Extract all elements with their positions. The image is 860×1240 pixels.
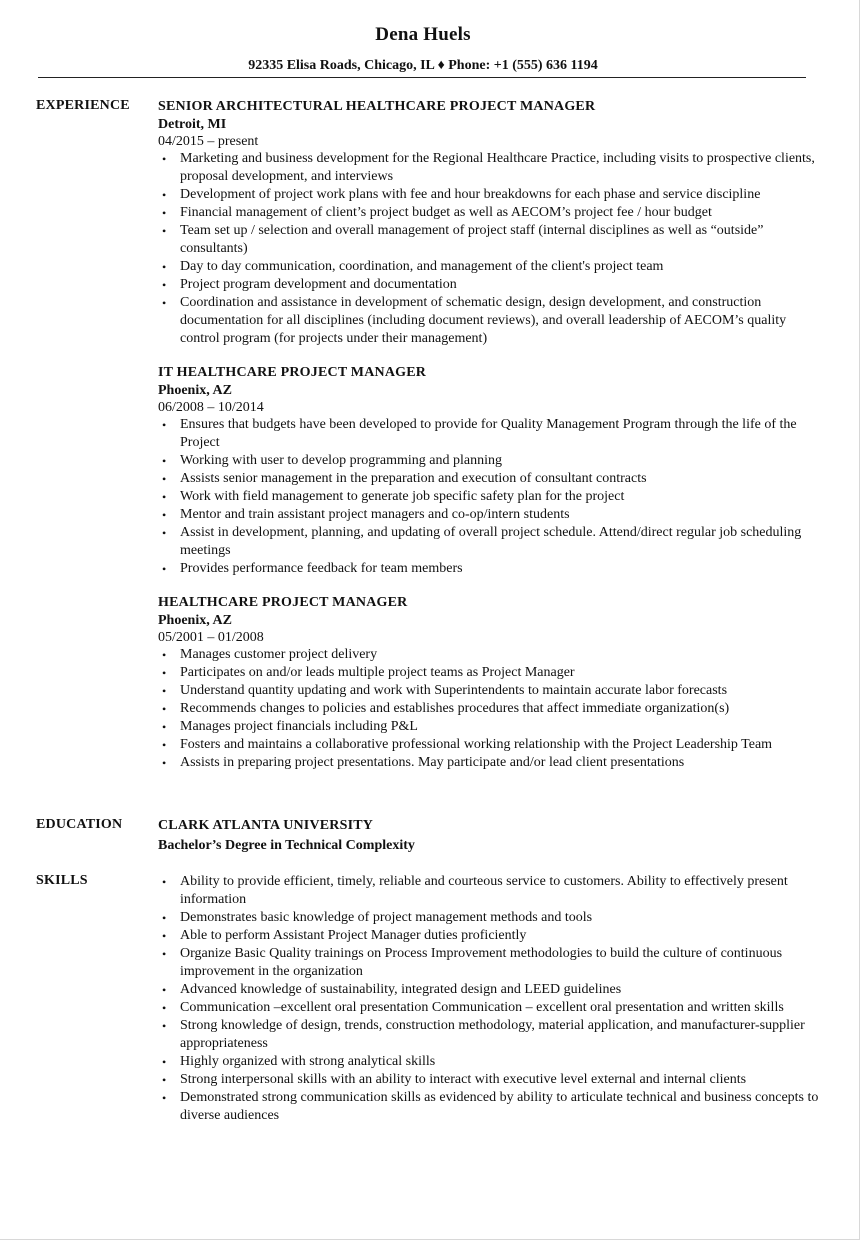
list-item xyxy=(158,927,828,945)
list-item xyxy=(158,981,828,999)
job-dates: 04/2015 – present xyxy=(158,134,259,149)
list-item xyxy=(158,524,828,560)
list-item-text: Demonstrated strong communication skills as evidenced by ability to articulate technical and business concepts to diverse audiences xyxy=(180,1090,819,1123)
job-location: Detroit, MI xyxy=(158,117,227,132)
job-responsibilities xyxy=(158,150,828,348)
list-item xyxy=(158,873,828,909)
list-item xyxy=(158,736,828,754)
job-location: Phoenix, AZ xyxy=(158,613,232,628)
list-item xyxy=(158,560,828,578)
list-item-text: Ability to provide efficient, timely, reliable and courteous service to customers. Ability to effectively present information xyxy=(180,874,788,907)
list-item xyxy=(158,276,828,294)
list-item-text: Manages project financials including P&L xyxy=(180,719,418,734)
bullet-icon: • xyxy=(162,756,167,770)
list-item xyxy=(158,700,828,718)
education-body xyxy=(158,817,828,857)
list-item xyxy=(158,646,828,664)
experience-list xyxy=(158,98,828,788)
list-item xyxy=(158,1017,828,1053)
list-item-text: Provides performance feedback for team members xyxy=(180,561,463,576)
skills-body xyxy=(158,873,828,1125)
education-school: CLARK ATLANTA UNIVERSITY xyxy=(158,818,374,833)
list-item-text: Able to perform Assistant Project Manager duties proficiently xyxy=(180,928,527,943)
list-item-text: Participates on and/or leads multiple project teams as Project Manager xyxy=(180,665,575,680)
bullet-icon: • xyxy=(162,296,167,310)
header-divider xyxy=(38,77,806,78)
bullet-icon: • xyxy=(162,684,167,698)
bullet-icon: • xyxy=(162,1055,167,1069)
list-item-text: Assists in preparing project presentations. May participate and/or lead client presentations xyxy=(180,755,685,770)
bullet-icon: • xyxy=(162,508,167,522)
list-item xyxy=(158,909,828,927)
list-item-text: Project program development and documentation xyxy=(180,277,457,292)
job-dates: 05/2001 – 01/2008 xyxy=(158,630,264,645)
bullet-icon: • xyxy=(162,526,167,540)
list-item-text: Advanced knowledge of sustainability, integrated design and LEED guidelines xyxy=(180,982,622,997)
list-item xyxy=(158,222,828,258)
list-item-text: Communication –excellent oral presentation Communication – excellent oral presentation and written skills xyxy=(180,1000,784,1015)
skills-list xyxy=(158,873,828,1125)
list-item-text: Working with user to develop programming and planning xyxy=(180,453,502,468)
bullet-icon: • xyxy=(162,418,167,432)
bullet-icon: • xyxy=(162,720,167,734)
job-title: HEALTHCARE PROJECT MANAGER xyxy=(158,595,408,610)
bullet-icon: • xyxy=(162,278,167,292)
list-item-text: Mentor and train assistant project managers and co-op/intern students xyxy=(180,507,570,522)
bullet-icon: • xyxy=(162,702,167,716)
job-entry xyxy=(158,364,828,578)
list-item xyxy=(158,258,828,276)
education-degree: Bachelor’s Degree in Technical Complexity xyxy=(158,838,415,853)
list-item xyxy=(158,150,828,186)
education-heading: EDUCATION xyxy=(36,817,123,832)
list-item-text: Demonstrates basic knowledge of project management methods and tools xyxy=(180,910,593,925)
contact-line: 92335 Elisa Roads, Chicago, IL ♦ Phone: +1 (555) 636 1194 xyxy=(248,58,598,73)
list-item-text: Recommends changes to policies and establishes procedures that affect immediate organization(s) xyxy=(180,701,730,716)
list-item xyxy=(158,416,828,452)
candidate-name: Dena Huels xyxy=(375,24,471,45)
list-item xyxy=(158,452,828,470)
bullet-icon: • xyxy=(162,472,167,486)
list-item-text: Understand quantity updating and work with Superintendents to maintain accurate labor forecasts xyxy=(180,683,728,698)
list-item-text: Work with field management to generate job specific safety plan for the project xyxy=(180,489,625,504)
list-item xyxy=(158,1071,828,1089)
bullet-icon: • xyxy=(162,206,167,220)
list-item xyxy=(158,999,828,1017)
bullet-icon: • xyxy=(162,260,167,274)
bullet-icon: • xyxy=(162,562,167,576)
list-item-text: Marketing and business development for the Regional Healthcare Practice, including visits to prospective clients, proposal development, and interviews xyxy=(180,151,815,184)
list-item xyxy=(158,1053,828,1071)
bullet-icon: • xyxy=(162,490,167,504)
list-item xyxy=(158,186,828,204)
job-dates: 06/2008 – 10/2014 xyxy=(158,400,264,415)
bullet-icon: • xyxy=(162,188,167,202)
bullet-icon: • xyxy=(162,1091,167,1105)
list-item xyxy=(158,945,828,981)
list-item-text: Team set up / selection and overall management of project staff (internal disciplines as well as “outside” consultants) xyxy=(180,223,764,256)
bullet-icon: • xyxy=(162,152,167,166)
list-item-text: Coordination and assistance in development of schematic design, design development, and construction documentation for all disciplines (including document reviews), and overall leadership of AECOM’s quality control program (for projects under their management) xyxy=(180,295,787,346)
bullet-icon: • xyxy=(162,875,167,889)
list-item-text: Assists senior management in the preparation and execution of consultant contracts xyxy=(180,471,647,486)
job-entry xyxy=(158,594,828,772)
list-item xyxy=(158,1089,828,1125)
list-item-text: Organize Basic Quality trainings on Process Improvement methodologies to build the culture of continuous improvement in the organization xyxy=(180,946,783,979)
bullet-icon: • xyxy=(162,648,167,662)
bullet-icon: • xyxy=(162,666,167,680)
list-item xyxy=(158,294,828,348)
bullet-icon: • xyxy=(162,224,167,238)
job-entry xyxy=(158,98,828,348)
list-item xyxy=(158,204,828,222)
job-responsibilities xyxy=(158,646,828,772)
list-item-text: Ensures that budgets have been developed to provide for Quality Management Program through the life of the Project xyxy=(180,417,797,450)
list-item xyxy=(158,506,828,524)
list-item-text: Manages customer project delivery xyxy=(180,647,378,662)
list-item-text: Day to day communication, coordination, and management of the client's project team xyxy=(180,259,664,274)
bullet-icon: • xyxy=(162,1073,167,1087)
skills-heading: SKILLS xyxy=(36,873,88,888)
list-item xyxy=(158,682,828,700)
list-item xyxy=(158,754,828,772)
bullet-icon: • xyxy=(162,1001,167,1015)
bullet-icon: • xyxy=(162,947,167,961)
bullet-icon: • xyxy=(162,454,167,468)
list-item-text: Financial management of client’s project budget as well as AECOM’s project fee / hour budget xyxy=(180,205,712,220)
list-item xyxy=(158,718,828,736)
bullet-icon: • xyxy=(162,738,167,752)
list-item-text: Fosters and maintains a collaborative professional working relationship with the Project Leadership Team xyxy=(180,737,773,752)
bullet-icon: • xyxy=(162,1019,167,1033)
list-item-text: Strong interpersonal skills with an ability to interact with executive level external and internal clients xyxy=(180,1072,747,1087)
list-item-text: Highly organized with strong analytical skills xyxy=(180,1054,436,1069)
list-item-text: Assist in development, planning, and updating of overall project schedule. Attend/direct regular job scheduling meetings xyxy=(180,525,802,558)
list-item-text: Strong knowledge of design, trends, construction methodology, material application, and manufacturer-supplier appropriateness xyxy=(180,1018,805,1051)
bullet-icon: • xyxy=(162,929,167,943)
list-item xyxy=(158,664,828,682)
job-responsibilities xyxy=(158,416,828,578)
list-item xyxy=(158,470,828,488)
experience-heading: EXPERIENCE xyxy=(36,98,130,113)
job-title: SENIOR ARCHITECTURAL HEALTHCARE PROJECT MANAGER xyxy=(158,99,596,114)
bullet-icon: • xyxy=(162,911,167,925)
job-title: IT HEALTHCARE PROJECT MANAGER xyxy=(158,365,427,380)
list-item xyxy=(158,488,828,506)
list-item-text: Development of project work plans with fee and hour breakdowns for each phase and service discipline xyxy=(180,187,761,202)
bullet-icon: • xyxy=(162,983,167,997)
job-location: Phoenix, AZ xyxy=(158,383,232,398)
